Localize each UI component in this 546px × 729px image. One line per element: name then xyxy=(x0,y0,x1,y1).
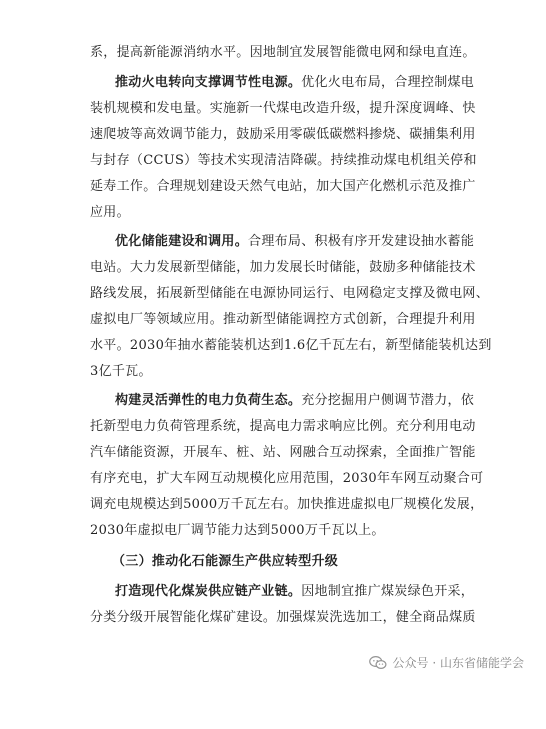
section-heading-text: （三）推动化石能源生产供应转型升级 xyxy=(112,554,339,569)
text-segment: 水平。2030年抽水蓄能装机达到1.6亿千瓦左右，新型储能装机达到 xyxy=(90,338,492,353)
text-line-3 xyxy=(90,100,476,118)
text-line-13 xyxy=(90,363,468,381)
text-line-5 xyxy=(90,152,477,170)
text-line-10 xyxy=(90,285,490,303)
paragraph-heading: 构建灵活弹性的电力负荷生态。 xyxy=(115,393,302,408)
text-segment: 合理布局、积极有序开发建设抽水蓄能 xyxy=(248,234,475,249)
text-line-4 xyxy=(90,126,476,144)
text-segment: 汽车储能资源，开展车、桩、站、网融合互动探索，全面推广智能 xyxy=(90,445,476,460)
wechat-icon xyxy=(369,655,387,671)
text-segment: 托新型电力负荷管理系统，提高电力需求响应比例。充分利用电动 xyxy=(90,419,476,434)
watermark xyxy=(369,654,524,671)
text-segment: 与封存（CCUS）等技术实现清洁降碳。持续推动煤电机组关停和 xyxy=(90,153,477,168)
text-line-1 xyxy=(90,44,476,62)
text-segment: 充分挖掘用户侧调节潜力，依 xyxy=(301,393,475,408)
text-segment: 2030年虚拟电厂调节能力达到5000万千瓦以上。 xyxy=(90,523,385,538)
text-line-17 xyxy=(90,470,484,488)
watermark-text: 公众号 · 山东省储能学会 xyxy=(392,656,524,670)
text-line-15 xyxy=(90,418,476,436)
text-line-18 xyxy=(90,496,484,514)
paragraph-heading: 打造现代化煤炭供应链产业链。 xyxy=(115,584,302,599)
text-line-12 xyxy=(90,337,492,355)
text-line-14 xyxy=(115,392,493,410)
text-segment: 路线发展，拓展新型储能在电源协同运行、电网稳定支撑及微电网、 xyxy=(90,286,490,301)
text-line-6 xyxy=(90,178,476,196)
text-line-16 xyxy=(90,444,476,462)
text-line-21 xyxy=(115,583,493,601)
text-segment: 有序充电，扩大车网互动规模化应用范围，2030年车网互动聚合可 xyxy=(90,471,484,486)
text-segment: 装机规模和发电量。实施新一代煤电改造升级，提升深度调峰、快 xyxy=(90,101,476,116)
text-line-9 xyxy=(90,259,476,277)
text-segment: 分类分级开展智能化煤矿建设。加强煤炭洗选加工，健全商品煤质 xyxy=(90,610,476,625)
text-segment: 因地制宜推广煤炭绿色开采， xyxy=(301,584,475,599)
paragraph-heading: 优化储能建设和调用。 xyxy=(115,234,249,249)
text-line-11 xyxy=(90,311,476,329)
text-line-2 xyxy=(115,74,493,92)
text-line-19 xyxy=(90,522,468,540)
text-segment: 3亿千瓦。 xyxy=(90,364,152,379)
text-line-7 xyxy=(90,204,468,222)
text-segment: 延寿工作。合理规划建设天然气电站，加大国产化燃机示范及推广 xyxy=(90,179,476,194)
text-segment: 虚拟电厂等领域应用。推动新型储能调控方式创新，合理提升利用 xyxy=(90,312,476,327)
text-segment: 速爬坡等高效调节能力，鼓励采用零碳低碳燃料掺烧、碳捕集利用 xyxy=(90,127,476,142)
section-heading xyxy=(112,553,490,571)
text-line-22 xyxy=(90,609,476,627)
text-segment: 应用。 xyxy=(90,205,130,220)
text-segment: 系，提高新能源消纳水平。因地制宜发展智能微电网和绿电直连。 xyxy=(90,45,476,60)
paragraph-heading: 推动火电转向支撑调节性电源。 xyxy=(115,75,302,90)
text-segment: 优化火电布局，合理控制煤电 xyxy=(301,75,475,90)
text-line-8 xyxy=(115,233,493,251)
text-segment: 调充电规模达到5000万千瓦左右。加快推进虚拟电厂规模化发展， xyxy=(90,497,484,512)
text-segment: 电站。大力发展新型储能，加力发展长时储能，鼓励多种储能技术 xyxy=(90,260,476,275)
